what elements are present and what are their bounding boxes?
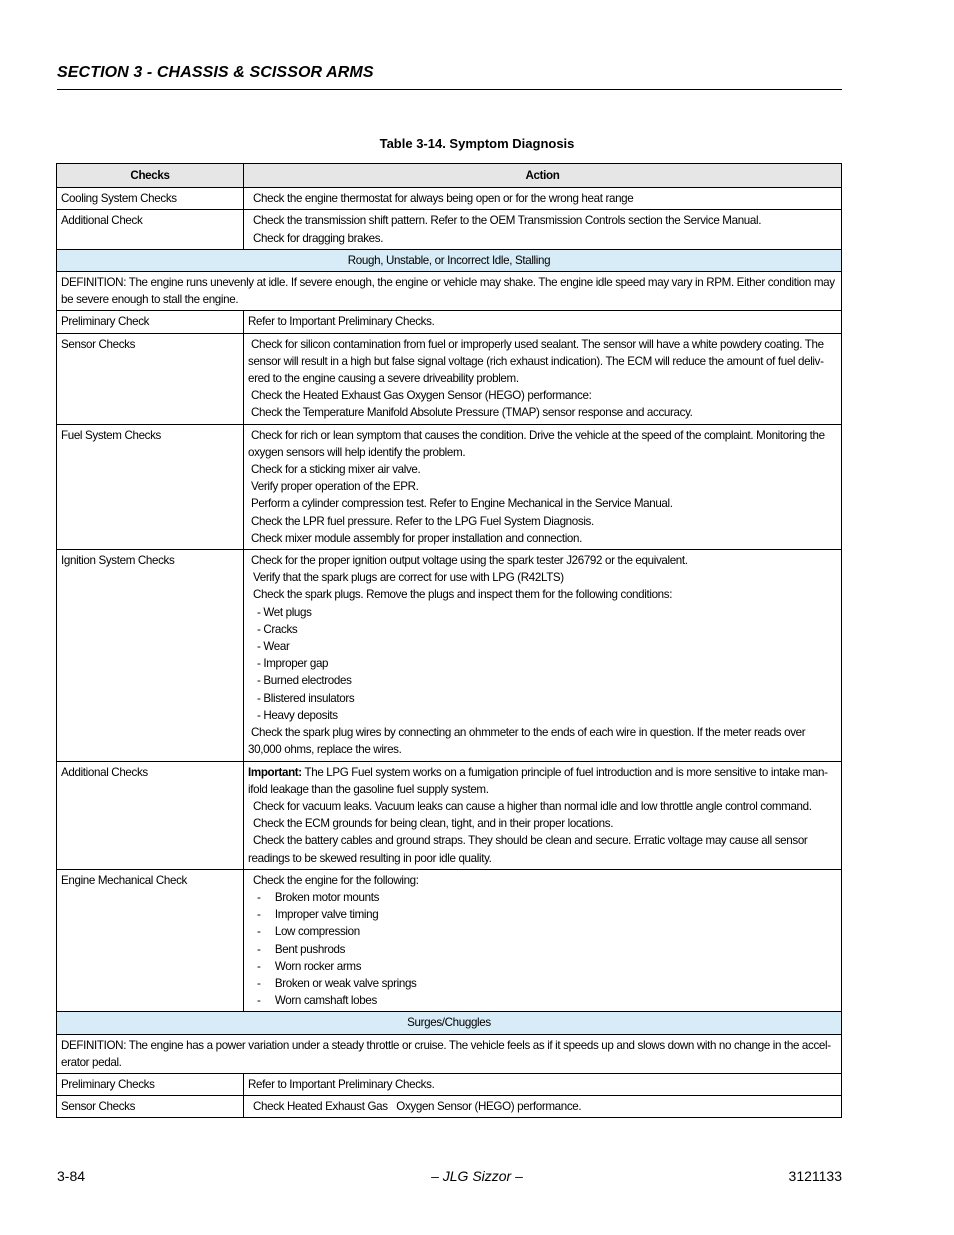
definition-text: DEFINITION: The engine has a power variation under a steady throttle or cruise. The vehicle feels as if it speeds up and slows down with no change in the accel-erator pedal.: [57, 1034, 842, 1073]
action-line: Verify that the spark plugs are correct for use with LPG (R42LTS): [253, 571, 564, 585]
document-number: 3121133: [788, 1168, 842, 1184]
list-item: - Worn rocker arms: [257, 959, 362, 973]
action-cell: Refer to Important Preliminary Checks.: [244, 1073, 842, 1095]
check-cell: Sensor Checks: [57, 1096, 244, 1118]
action-line: Check for a sticking mixer air valve.: [251, 463, 421, 477]
action-line: Perform a cylinder compression test. Refer to Engine Mechanical in the Service Manual.: [251, 497, 673, 511]
action-paragraph: Check the battery cables and ground straps. They should be clean and secure. Erratic voltage may cause all sensor readings to be skewed resulting in poor idle quality.: [248, 834, 808, 865]
table-row: [57, 1073, 842, 1095]
action-cell: [244, 188, 842, 210]
important-text: The LPG Fuel system works on a fumigation principle of fuel introduction and is more sensitive to intake man-ifold leakage than the gasoline fuel supply system.: [248, 765, 828, 796]
definition-row: [57, 1034, 842, 1073]
action-line: Check the LPR fuel pressure. Refer to the LPG Fuel System Diagnosis.: [251, 514, 594, 528]
action-cell: [244, 1096, 842, 1118]
list-item: - Bent pushrods: [257, 942, 346, 956]
important-note: [248, 764, 837, 798]
check-cell: Additional Checks: [57, 761, 244, 869]
action-cell: Refer to Important Preliminary Checks.: [244, 311, 842, 333]
action-cell: [244, 424, 842, 549]
list-item: - Cracks: [257, 622, 298, 636]
action-line: Check the engine thermostat for always being open or for the wrong heat range: [253, 192, 634, 206]
action-cell: [244, 869, 842, 1012]
list-item: - Wet plugs: [257, 605, 312, 619]
check-cell: Preliminary Checks: [57, 1073, 244, 1095]
action-cell: [244, 333, 842, 424]
list-item: - Broken or weak valve springs: [257, 976, 417, 990]
action-line: Check for dragging brakes.: [253, 231, 384, 245]
symptom-band-row: [57, 249, 842, 271]
check-cell: Ignition System Checks: [57, 550, 244, 761]
list-item: - Low compression: [257, 925, 360, 939]
action-line: Check the ECM grounds for being clean, tight, and in their proper locations.: [253, 817, 614, 831]
table-row: [57, 424, 842, 549]
list-item: - Wear: [257, 640, 290, 654]
symptom-band-row: [57, 1012, 842, 1034]
footer-title: – JLG Sizzor –: [431, 1168, 523, 1184]
table-row: [57, 311, 842, 333]
section-title: SECTION 3 - CHASSIS & SCISSOR ARMS: [57, 64, 374, 81]
action-line: Check Heated Exhaust Gas Oxygen Sensor (HEGO) performance.: [253, 1100, 582, 1114]
symptom-heading: Surges/Chuggles: [57, 1012, 842, 1034]
list-item: - Improper gap: [257, 657, 329, 671]
list-item: - Blistered insulators: [257, 691, 355, 705]
table-header-row: [57, 164, 842, 188]
action-line: Check for the proper ignition output voltage using the spark tester J26792 or the equivalent.: [251, 554, 688, 568]
header-rule: [57, 89, 842, 90]
action-line: Check the engine for the following:: [253, 873, 419, 887]
column-header-action: Action: [244, 164, 842, 188]
action-paragraph: Check the spark plug wires by connecting an ohmmeter to the ends of each wire in question. If the meter reads over 30,000 ohms, replace the wires.: [248, 726, 806, 757]
action-line: Check the Temperature Manifold Absolute Pressure (TMAP) sensor response and accuracy.: [251, 406, 693, 420]
table-row: [57, 333, 842, 424]
table-row: [57, 550, 842, 761]
action-line: Check mixer module assembly for proper installation and connection.: [251, 531, 582, 545]
list-item: - Worn camshaft lobes: [257, 994, 377, 1008]
page-number: 3-84: [57, 1168, 86, 1184]
table-row: [57, 761, 842, 869]
action-cell: [244, 550, 842, 761]
list-item: - Improper valve timing: [257, 908, 379, 922]
definition-row: [57, 272, 842, 311]
important-label: Important:: [248, 765, 302, 779]
definition-text: DEFINITION: The engine runs unevenly at idle. If severe enough, the engine or vehicle may shake. The engine idle speed may vary in RPM. Either condition may be severe enough to stall the engine.: [57, 272, 842, 311]
table-row: [57, 1096, 842, 1118]
table-row: [57, 869, 842, 1012]
action-cell: [244, 761, 842, 869]
symptom-diagnosis-table: [56, 163, 842, 1118]
check-cell: Fuel System Checks: [57, 424, 244, 549]
action-line: Check the spark plugs. Remove the plugs and inspect them for the following conditions:: [253, 588, 673, 602]
action-line: Check the transmission shift pattern. Refer to the OEM Transmission Controls section the Service Manual.: [253, 214, 762, 228]
check-cell: Cooling System Checks: [57, 188, 244, 210]
symptom-heading: Rough, Unstable, or Incorrect Idle, Stalling: [57, 249, 842, 271]
action-cell: [244, 210, 842, 249]
action-paragraph: Check for silicon contamination from fuel or improperly used sealant. The sensor will have a white powdery coating. The sensor will result in a high but false signal voltage (rich exhaust indication). The ECM will reduce the amount of fuel deliv-ered to the engine causing a severe driveability problem.: [248, 337, 824, 386]
action-line: Check the Heated Exhaust Gas Oxygen Sensor (HEGO) performance:: [251, 389, 592, 403]
table-title: Table 3-14. Symptom Diagnosis: [379, 136, 575, 151]
action-paragraph: Check for rich or lean symptom that causes the condition. Drive the vehicle at the speed of the complaint. Monitoring the oxygen sensors will help identify the problem.: [248, 428, 825, 459]
check-cell: Engine Mechanical Check: [57, 869, 244, 1012]
check-cell: Additional Check: [57, 210, 244, 249]
column-header-checks: Checks: [57, 164, 244, 188]
table-row: [57, 210, 842, 249]
list-item: - Broken motor mounts: [257, 890, 380, 904]
action-line: Verify proper operation of the EPR.: [251, 480, 419, 494]
check-cell: Sensor Checks: [57, 333, 244, 424]
action-line: Check for vacuum leaks. Vacuum leaks can cause a higher than normal idle and low throttle angle control command.: [253, 799, 812, 813]
list-item: - Heavy deposits: [257, 708, 338, 722]
list-item: - Burned electrodes: [257, 674, 352, 688]
table-row: [57, 188, 842, 210]
check-cell: Preliminary Check: [57, 311, 244, 333]
